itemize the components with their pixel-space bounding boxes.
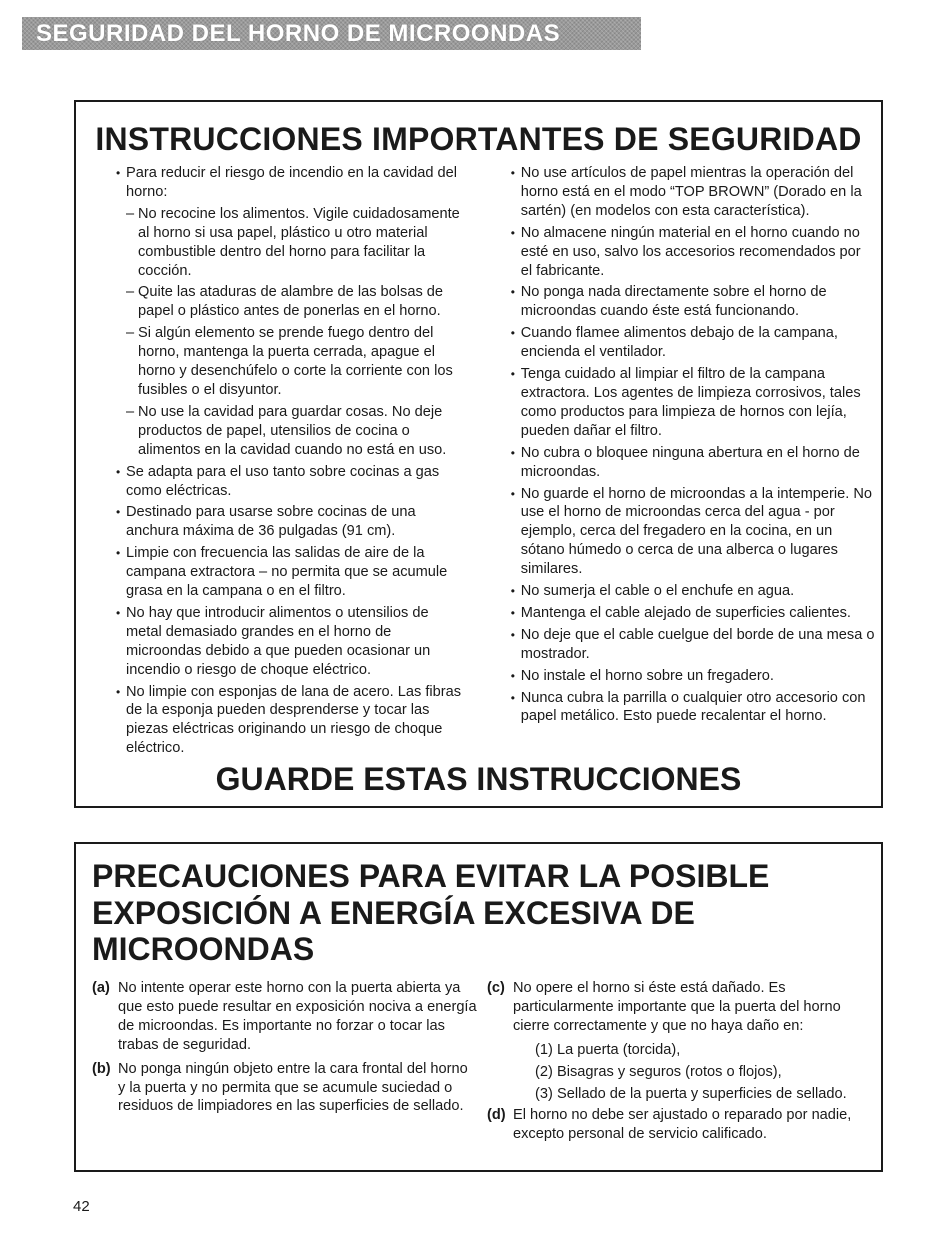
dash-icon: – — [126, 403, 135, 420]
safety-columns — [116, 164, 876, 761]
section-header-banner — [22, 17, 641, 50]
list-item: (a) No intente operar este horno con la puerta abierta ya que esto puede resultar en exposición nociva a energía de microondas. Es importante no forzar o tocar las trabas de seguridad. — [92, 980, 477, 1053]
sub-list-item: – No recocine los alimentos. Vigile cuidadosamente al horno si usa papel, plástico u otro material combustible dentro del horno para facilitar la cocción. — [126, 205, 460, 279]
list-item: • No limpie con esponjas de lana de acero. Las fibras de la esponja pueden desprenderse y tocar las piezas eléctricas originando un riesgo de choque eléctrico. — [116, 683, 462, 757]
dash-icon: – — [126, 205, 135, 222]
safety-instructions-box — [74, 100, 883, 808]
bullet-icon: • — [510, 668, 515, 683]
save-instructions-heading: GUARDE ESTAS INSTRUCCIONES — [215, 761, 742, 797]
bullet-icon: • — [510, 584, 515, 599]
page-number: 42 — [73, 1198, 90, 1215]
list-item: • No almacene ningún material en el horno cuando no esté en uso, salvo los accesorios recomendados por el fabricante. — [510, 224, 861, 279]
list-item: • Tenga cuidado al limpiar el filtro de la campana extractora. Los agentes de limpieza corrosivos, tales como productos para limpieza de hornos con lejía, pueden dañar el filtro. — [510, 366, 861, 439]
list-item: • No ponga nada directamente sobre el horno de microondas cuando éste está funcionando. — [510, 284, 827, 320]
list-item: (c) No opere el horno si éste está dañado. Es particularmente importante que la puerta del horno cierre correctamente y que no haya daño en: — [487, 980, 841, 1034]
bullet-icon: • — [510, 690, 515, 705]
bullet-icon: • — [116, 546, 121, 561]
sub-list-item: – Quite las ataduras de alambre de las bolsas de papel o plástico antes de ponerlas en el horno. — [126, 284, 444, 320]
bullet-icon: • — [510, 285, 515, 300]
list-item: • Mantenga el cable alejado de superficies calientes. — [510, 604, 851, 621]
safety-right-column — [511, 164, 876, 761]
bullet-icon: • — [116, 464, 121, 479]
sub-list-item: – No use la cavidad para guardar cosas. No deje productos de papel, utensilios de cocina o alimentos en la cavidad cuando no está en uso. — [126, 403, 447, 458]
bullet-icon: • — [510, 445, 515, 460]
dash-icon: – — [126, 284, 135, 301]
list-item: • No use artículos de papel mientras la operación del horno está en el modo “TOP BROWN” (Dorado en la sartén) (en modelos con esta característica). — [510, 165, 862, 219]
sub-list-item: – Si algún elemento se prende fuego dentro del horno, mantenga la puerta cerrada, apague el horno y desenchúfelo o corte la corriente con los fusibles o el disyuntor. — [126, 325, 453, 398]
safety-title: INSTRUCCIONES IMPORTANTES DE SEGURIDAD — [95, 121, 862, 157]
bullet-icon: • — [116, 166, 121, 180]
bullet-icon: • — [510, 627, 515, 642]
list-item: • No guarde el horno de microondas a la intemperie. No use el horno de microondas cerca del agua - por ejemplo, cerca del fregadero en la cocina, en un sótano húmedo o cerca de una alberca o lugares similares. — [510, 485, 873, 578]
precautions-left-column — [92, 979, 477, 1149]
list-item: (d) El horno no debe ser ajustado o reparado por nadie, excepto personal de servicio calificado. — [487, 1107, 852, 1143]
list-item: • No sumerja el cable o el enchufe en agua. — [510, 583, 795, 600]
bullet-icon: • — [510, 486, 515, 501]
precautions-right-column — [487, 979, 867, 1149]
numbered-item: (1) La puerta (torcida), — [535, 1041, 681, 1058]
bullet-icon: • — [510, 225, 515, 240]
bullet-icon: • — [510, 166, 515, 180]
numbered-item: (3) Sellado de la puerta y superficies de sellado. — [535, 1085, 847, 1102]
dash-icon: – — [126, 325, 135, 342]
list-item: (b) No ponga ningún objeto entre la cara frontal del horno y la puerta y no permita que se acumule suciedad o residuos de limpiadores en las superficies de sellado. — [92, 1060, 468, 1115]
list-item: • Para reducir el riesgo de incendio en la cavidad del horno: — [116, 165, 457, 200]
list-item: • No hay que introducir alimentos o utensilios de metal demasiado grandes en el horno de microondas debido a que pueden ocasionar un incendio o riesgo de choque eléctrico. — [116, 604, 431, 678]
section-header-text: SEGURIDAD DEL HORNO DE MICROONDAS — [36, 20, 561, 47]
bullet-icon: • — [510, 326, 515, 341]
list-item: • No deje que el cable cuelgue del borde de una mesa o mostrador. — [510, 626, 875, 662]
safety-left-column — [116, 164, 464, 761]
precautions-title: PRECAUCIONES PARA EVITAR LA POSIBLE EXPOSICIÓN A ENERGÍA EXCESIVA DE MICROONDAS — [92, 858, 770, 967]
bullet-icon: • — [510, 367, 515, 382]
list-item: • Limpie con frecuencia las salidas de aire de la campana extractora – no permita que se acumule grasa en la campana o en el filtro. — [116, 545, 448, 600]
bullet-icon: • — [116, 684, 121, 699]
bullet-icon: • — [510, 605, 515, 620]
bullet-icon: • — [116, 505, 121, 520]
numbered-item: (2) Bisagras y seguros (rotos o flojos), — [535, 1063, 782, 1080]
precautions-box — [74, 842, 883, 1172]
list-item: • No instale el horno sobre un fregadero. — [510, 667, 774, 684]
precautions-columns — [92, 979, 867, 1149]
list-item: • Se adapta para el uso tanto sobre cocinas a gas como eléctricas. — [116, 463, 440, 499]
list-item: • No cubra o bloquee ninguna abertura en el horno de microondas. — [510, 444, 860, 480]
list-item: • Nunca cubra la parrilla o cualquier otro accesorio con papel metálico. Esto puede recalentar el horno. — [510, 689, 866, 725]
list-item: • Destinado para usarse sobre cocinas de una anchura máxima de 36 pulgadas (91 cm). — [116, 504, 416, 540]
list-item: • Cuando flamee alimentos debajo de la campana, encienda el ventilador. — [510, 325, 838, 361]
bullet-icon: • — [116, 605, 121, 620]
